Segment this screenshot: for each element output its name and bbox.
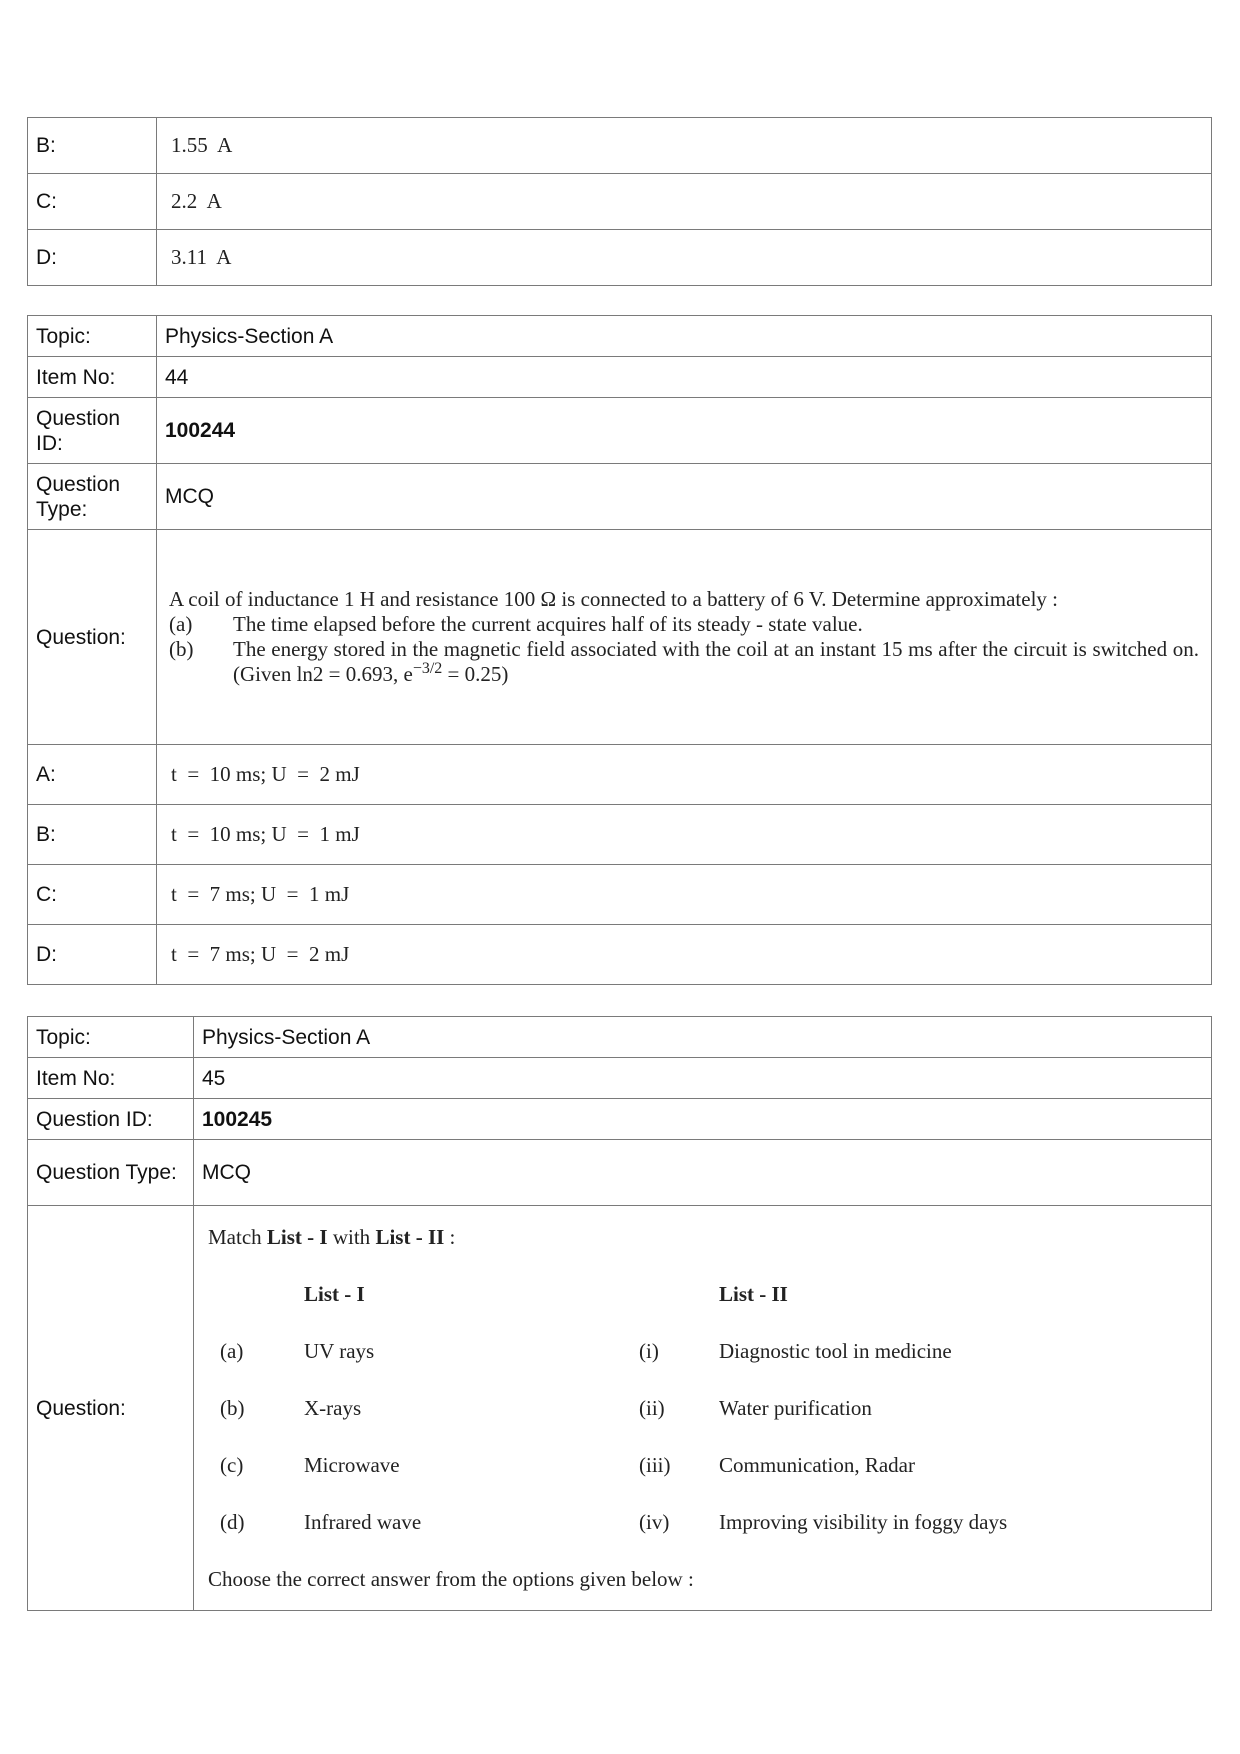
part-a-text: The time elapsed before the current acquires half of its steady - state value.	[233, 612, 863, 636]
part-b-tail: = 0.25)	[442, 662, 509, 686]
topic-label: Topic:	[28, 316, 157, 357]
match-list-question	[194, 1206, 1212, 1611]
option-row-b	[28, 118, 1212, 174]
item-label: Item No:	[28, 357, 157, 398]
part-b-text	[233, 637, 1199, 687]
list-1-item: UV rays	[304, 1338, 375, 1363]
match-row	[206, 1494, 1199, 1551]
topic-value: Physics-Section A	[157, 316, 1212, 357]
question-type-row	[28, 1140, 1212, 1206]
option-row-d	[28, 230, 1212, 286]
match-intro	[206, 1209, 1199, 1266]
match-row	[206, 1323, 1199, 1380]
question-id-value: 100244	[157, 398, 1212, 464]
question-45-table	[27, 1016, 1212, 1611]
list-2-marker: (iii)	[639, 1452, 671, 1477]
question-type-value: MCQ	[194, 1140, 1212, 1206]
list-1-marker: (b)	[220, 1395, 245, 1420]
match-row	[206, 1380, 1199, 1437]
question-type-label: Question Type:	[28, 464, 157, 530]
part-b-marker: (b)	[169, 637, 194, 661]
list-2-item: Communication, Radar	[719, 1452, 915, 1477]
question-id-row	[28, 398, 1212, 464]
question-label: Question:	[28, 530, 157, 745]
question-text	[157, 530, 1212, 745]
option-text: t = 7 ms; U = 2 mJ	[157, 925, 1212, 985]
item-value: 45	[194, 1058, 1212, 1099]
option-text: 2.2 A	[157, 174, 1212, 230]
part-b-body: The energy stored in the magnetic field associated with the coil at an instant 15 ms after the circuit is switched on. (Given ln2 = 0.693, e	[233, 637, 1199, 686]
option-row-c	[28, 865, 1212, 925]
match-footer	[206, 1551, 1199, 1608]
option-text: t = 10 ms; U = 1 mJ	[157, 805, 1212, 865]
option-label: C:	[28, 865, 157, 925]
item-label: Item No:	[28, 1058, 194, 1099]
question-row	[28, 1206, 1212, 1611]
topic-label: Topic:	[28, 1017, 194, 1058]
list-2-item: Water purification	[719, 1395, 872, 1420]
list-2-item: Improving visibility in foggy days	[719, 1509, 1008, 1534]
option-label: B:	[28, 118, 157, 174]
list-2-marker: (ii)	[639, 1395, 665, 1420]
list-1-item: Infrared wave	[304, 1509, 422, 1534]
list-1-item: X-rays	[304, 1395, 362, 1420]
item-row	[28, 357, 1212, 398]
question-44-table	[27, 315, 1212, 985]
list-2-item: Diagnostic tool in medicine	[719, 1338, 952, 1363]
question-id-value: 100245	[194, 1099, 1212, 1140]
option-label: B:	[28, 805, 157, 865]
question-label: Question:	[28, 1206, 194, 1611]
list-1-item: Microwave	[304, 1452, 400, 1477]
list-2-header: List - II	[719, 1281, 788, 1306]
option-label: A:	[28, 745, 157, 805]
question-43-options-table	[27, 117, 1212, 286]
topic-value: Physics-Section A	[194, 1017, 1212, 1058]
question-type-value: MCQ	[157, 464, 1212, 530]
list-headers	[206, 1266, 1199, 1323]
question-type-label: Question Type:	[28, 1140, 194, 1206]
question-id-label: Question ID:	[28, 398, 157, 464]
list-1-marker: (d)	[220, 1509, 245, 1534]
item-value: 44	[157, 357, 1212, 398]
topic-row	[28, 316, 1212, 357]
list-2-marker: (i)	[639, 1338, 659, 1363]
question-intro: A coil of inductance 1 H and resistance 100 Ω is connected to a battery of 6 V. Determine approximately :	[169, 587, 1058, 611]
option-row-a	[28, 745, 1212, 805]
question-id-row	[28, 1099, 1212, 1140]
option-text: 1.55 A	[157, 118, 1212, 174]
option-row-c	[28, 174, 1212, 230]
option-label: D:	[28, 925, 157, 985]
topic-row	[28, 1017, 1212, 1058]
option-label: D:	[28, 230, 157, 286]
item-row	[28, 1058, 1212, 1099]
match-footer-text: Choose the correct answer from the options given below :	[208, 1566, 694, 1591]
question-id-label: Question ID:	[28, 1099, 194, 1140]
part-b-exponent: −3/2	[412, 660, 443, 677]
list-2-marker: (iv)	[639, 1509, 670, 1534]
option-label: C:	[28, 174, 157, 230]
match-intro-text: Match List - I with List - II :	[208, 1224, 456, 1249]
option-row-b	[28, 805, 1212, 865]
option-text: t = 7 ms; U = 1 mJ	[157, 865, 1212, 925]
question-row	[28, 530, 1212, 745]
match-row	[206, 1437, 1199, 1494]
list-1-marker: (a)	[220, 1338, 244, 1363]
list-1-header: List - I	[304, 1281, 365, 1306]
option-text: 3.11 A	[157, 230, 1212, 286]
option-text: t = 10 ms; U = 2 mJ	[157, 745, 1212, 805]
part-a-marker: (a)	[169, 612, 193, 636]
list-1-marker: (c)	[220, 1452, 244, 1477]
option-row-d	[28, 925, 1212, 985]
question-type-row	[28, 464, 1212, 530]
